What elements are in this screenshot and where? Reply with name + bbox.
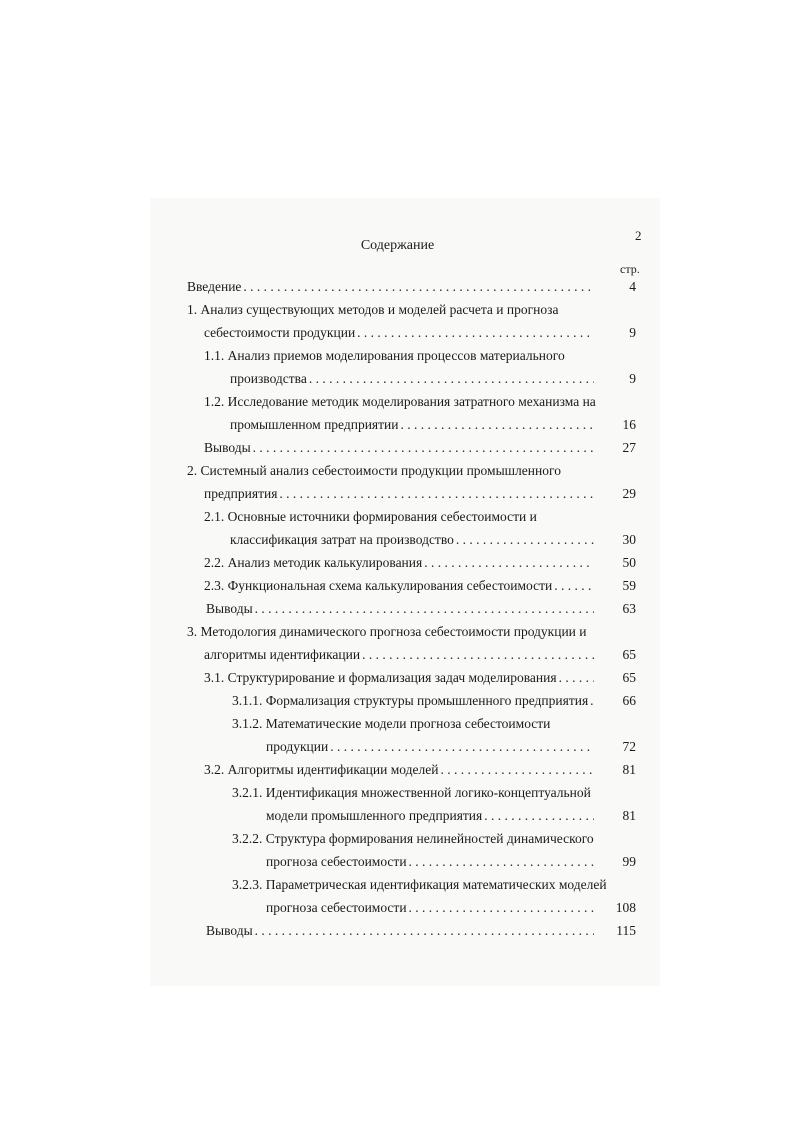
toc-entry-3-1-2-cont[interactable] [266, 737, 600, 757]
leader-dots [590, 691, 594, 711]
pages-column-header: стр. [620, 262, 640, 276]
toc-entry-1-2-cont[interactable] [230, 415, 600, 435]
toc-entry-text: 3.2. Алгоритмы идентификации моделей [204, 762, 439, 777]
leader-dots [357, 323, 594, 343]
toc-entry-text: 2.3. Функциональная схема калькулирования себестоимости [204, 578, 553, 593]
leader-dots [243, 277, 594, 297]
leader-dots [424, 553, 594, 573]
toc-entry-3-2-3-cont[interactable] [266, 898, 600, 918]
toc-entry-text: 1.2. Исследование методик моделирования затратного механизма на [204, 394, 596, 409]
leader-dots [559, 668, 594, 688]
toc-entry-text: продукции [266, 739, 329, 754]
toc-entry-page: 9 [629, 371, 636, 386]
toc-entry-text: Выводы [204, 440, 251, 455]
toc-entry-intro[interactable] [187, 277, 600, 297]
leader-dots [330, 737, 594, 757]
toc-entry-text: 1. Анализ существующих методов и моделей расчета и прогноза [187, 302, 559, 317]
toc-entry-text: 3.1.1. Формализация структуры промышленного предприятия [232, 693, 589, 708]
toc-entry-3-2-2[interactable] [232, 829, 622, 849]
toc-entry-page: 65 [622, 670, 636, 685]
toc-entry-1-1-cont[interactable] [230, 369, 600, 389]
leader-dots [253, 438, 594, 458]
toc-entry-chapter-3-cont[interactable] [204, 645, 600, 665]
toc-entry-page: 66 [622, 693, 636, 708]
page-number: 2 [635, 228, 642, 243]
toc-entry-3-1-2[interactable] [232, 714, 622, 734]
toc-entry-page: 63 [622, 601, 636, 616]
toc-entry-text: 3.2.1. Идентификация множественной логико-концептуальной [232, 785, 591, 800]
leader-dots [255, 599, 594, 619]
toc-entry-2-1[interactable] [204, 507, 624, 527]
toc-entry-text: 2. Системный анализ себестоимости продукции промышленного [187, 463, 561, 478]
toc-entry-page: 81 [622, 808, 636, 823]
toc-entry-chapter-2[interactable] [187, 461, 617, 481]
toc-entry-text: 1.1. Анализ приемов моделирования процессов материального [204, 348, 565, 363]
page-title: Содержание [360, 238, 435, 253]
toc-entry-1-2[interactable] [204, 392, 624, 412]
toc-entry-3-2-3[interactable] [232, 875, 627, 895]
toc-entry-text: Введение [187, 279, 242, 294]
toc-entry-conclusions-3[interactable] [206, 921, 600, 941]
toc-entry-text: прогноза себестоимости [266, 854, 407, 869]
toc-entry-3-2-1-cont[interactable] [266, 806, 600, 826]
toc-entry-text: классификация затрат на производство [230, 532, 454, 547]
toc-entry-3-2-2-cont[interactable] [266, 852, 600, 872]
toc-entry-text: Выводы [206, 923, 253, 938]
toc-entry-chapter-3[interactable] [187, 622, 627, 642]
toc-entry-page: 115 [616, 923, 636, 938]
toc-entry-page: 65 [622, 647, 636, 662]
toc-entry-3-1-1[interactable] [232, 691, 600, 711]
leader-dots [409, 852, 594, 872]
toc-entry-text: предприятия [204, 486, 278, 501]
leader-dots [440, 760, 594, 780]
leader-dots [309, 369, 594, 389]
toc-entry-chapter-1-cont[interactable] [204, 323, 600, 343]
toc-entry-page: 81 [622, 762, 636, 777]
toc-entry-text: 2.1. Основные источники формирования себестоимости и [204, 509, 537, 524]
toc-entry-chapter-2-cont[interactable] [204, 484, 600, 504]
toc-entry-text: 2.2. Анализ методик калькулирования [204, 555, 423, 570]
toc-entry-page: 27 [622, 440, 636, 455]
toc-entry-text: промышленном предприятии [230, 417, 399, 432]
toc-entry-page: 16 [622, 417, 636, 432]
toc-entry-1-1[interactable] [204, 346, 624, 366]
leader-dots [279, 484, 594, 504]
toc-entry-text: Выводы [206, 601, 253, 616]
toc-entry-3-2-1[interactable] [232, 783, 622, 803]
toc-entry-2-2[interactable] [204, 553, 600, 573]
toc-entry-text: себестоимости продукции [204, 325, 356, 340]
toc-entry-conclusions-2[interactable] [206, 599, 600, 619]
toc-entry-text: 3.2.2. Структура формирования нелинейностей динамического [232, 831, 594, 846]
toc-entry-text: 3.1. Структурирование и формализация задач моделирования [204, 670, 557, 685]
toc-entry-text: 3. Методология динамического прогноза себестоимости продукции и [187, 624, 587, 639]
toc-entry-page: 59 [622, 578, 636, 593]
toc-entry-page: 4 [629, 279, 636, 294]
toc-entry-text: прогноза себестоимости [266, 900, 407, 915]
toc-entry-page: 9 [629, 325, 636, 340]
leader-dots [400, 415, 594, 435]
toc-entry-3-2[interactable] [204, 760, 600, 780]
toc-entry-chapter-1[interactable] [187, 300, 617, 320]
toc-entry-page: 30 [622, 532, 636, 547]
toc-entry-page: 29 [622, 486, 636, 501]
leader-dots [409, 898, 594, 918]
toc-entry-text: 3.2.3. Параметрическая идентификация математических моделей [232, 877, 607, 892]
toc-entry-text: производства [230, 371, 307, 386]
leader-dots [484, 806, 594, 826]
toc-entry-2-3[interactable] [204, 576, 600, 596]
toc-entry-2-1-cont[interactable] [230, 530, 600, 550]
leader-dots [362, 645, 594, 665]
toc-entry-page: 72 [622, 739, 636, 754]
leader-dots [456, 530, 594, 550]
toc-entry-page: 108 [615, 900, 636, 915]
toc-entry-page: 50 [622, 555, 636, 570]
toc-entry-3-1[interactable] [204, 668, 600, 688]
toc-entry-text: модели промышленного предприятия [266, 808, 483, 823]
leader-dots [255, 921, 594, 941]
toc-entry-page: 99 [622, 854, 636, 869]
toc-entry-conclusions-1[interactable] [204, 438, 600, 458]
leader-dots [554, 576, 594, 596]
toc-entry-text: 3.1.2. Математические модели прогноза себестоимости [232, 716, 551, 731]
toc-entry-text: алгоритмы идентификации [204, 647, 361, 662]
